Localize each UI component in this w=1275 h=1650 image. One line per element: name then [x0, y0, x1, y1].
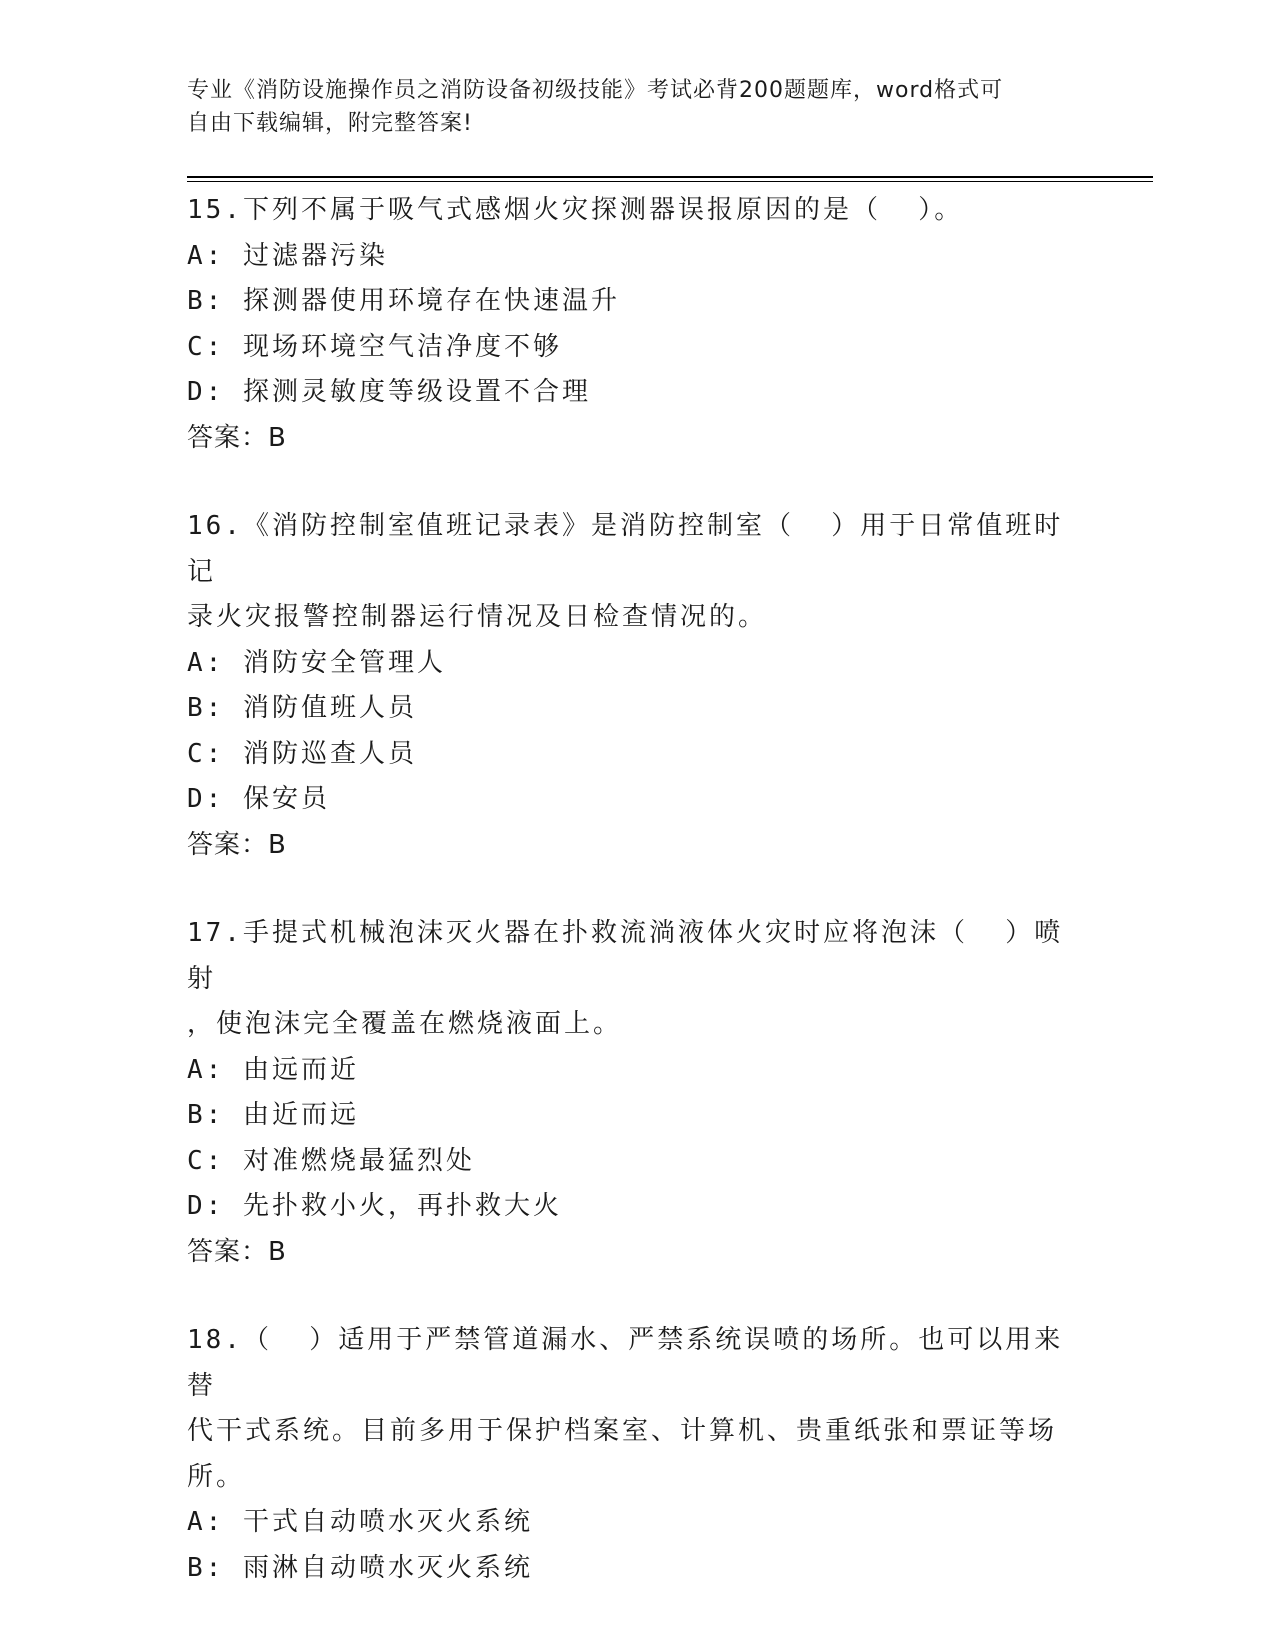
answer: 答案：B — [187, 1236, 287, 1267]
option-a: A: 干式自动喷水灭火系统 — [187, 1507, 533, 1537]
option-b: B: 探测器使用环境存在快速温升 — [187, 286, 620, 316]
option-d: D: 先扑救小火，再扑救大火 — [187, 1191, 562, 1221]
question-block — [187, 504, 1087, 868]
question-text-continued: 代干式系统。目前多用于保护档案室、计算机、贵重纸张和票证等场 — [187, 1416, 1058, 1446]
question-block — [187, 1318, 1087, 1591]
answer: 答案：B — [187, 829, 287, 860]
option-d: D: 探测灵敏度等级设置不合理 — [187, 377, 591, 407]
option-c: C: 现场环境空气洁净度不够 — [187, 331, 562, 362]
option-d: D: 保安员 — [187, 784, 330, 814]
option-a: A: 由远而近 — [187, 1054, 359, 1085]
question-block — [187, 188, 1087, 461]
question-text: 15.下列不属于吸气式感烟火灾探测器误报原因的是（ ）。 — [187, 195, 964, 225]
header-line-2: 自由下载编辑，附完整答案! — [187, 111, 473, 136]
question-text-continued: 所。 — [187, 1461, 246, 1492]
question-text: 17.手提式机械泡沫灭火器在扑救流淌液体火灾时应将泡沫（ ）喷射 — [187, 918, 1064, 994]
option-a: A: 过滤器污染 — [187, 240, 388, 271]
option-c: C: 对准燃烧最猛烈处 — [187, 1145, 475, 1176]
question-text: 18.（ ）适用于严禁管道漏水、严禁系统误喷的场所。也可以用来替 — [187, 1325, 1064, 1401]
question-block — [187, 911, 1087, 1275]
question-list — [187, 188, 1087, 1591]
option-b: B: 消防值班人员 — [187, 693, 417, 723]
question-text-continued: 录火灾报警控制器运行情况及日检查情况的。 — [187, 602, 768, 632]
option-a: A: 消防安全管理人 — [187, 647, 446, 678]
option-b: B: 雨淋自动喷水灭火系统 — [187, 1552, 533, 1583]
question-text: 16.《消防控制室值班记录表》是消防控制室（ ）用于日常值班时记 — [187, 511, 1064, 587]
answer: 答案：B — [187, 422, 287, 453]
option-c: C: 消防巡查人员 — [187, 738, 417, 769]
header-line-1: 专业《消防设施操作员之消防设备初级技能》考试必背200题题库，word格式可 — [187, 78, 1004, 103]
header-rule-thin — [187, 181, 1153, 182]
question-text-continued: ，使泡沫完全覆盖在燃烧液面上。 — [187, 1009, 623, 1039]
document-header — [187, 74, 1087, 140]
header-rule-thick — [187, 176, 1153, 178]
option-b: B: 由近而远 — [187, 1100, 359, 1130]
